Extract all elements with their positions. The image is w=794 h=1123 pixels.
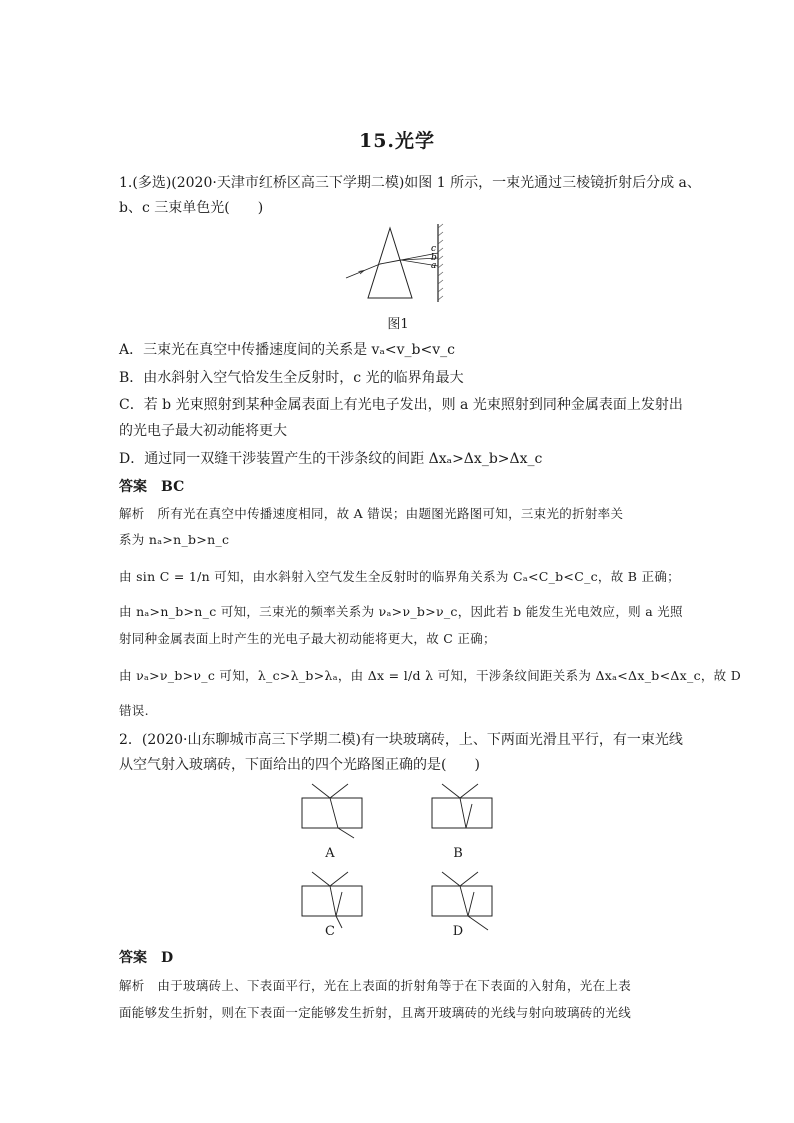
q2-explanation-line1: 解析 由于玻璃砖上、下表面平行，光在上表面的折射角等于在下表面的入射角，光在上表 [119, 978, 632, 993]
q1-stem-line1: 1.(多选)(2020·天津市红桥区高三下学期二模)如图 1 所示，一束光通过三棱镜折射后分成 a、 [119, 175, 701, 191]
q1-option-c-line2: 的光电子最大初动能将更大 [119, 423, 287, 439]
q1-explanation-line6: 由 νₐ>ν_b>ν_c 可知，λ_c>λ_b>λₐ，由 Δx = l/d λ 可知，干涉条纹间距关系为 Δxₐ<Δx_b<Δx_c，故 D [119, 668, 742, 683]
diagram-label-b: B [453, 846, 463, 861]
q1-option-c-line1: C．若 b 光束照射到某种金属表面上有光电子发出，则 a 光束照射到同种金属表面上发射出 [119, 397, 683, 413]
q1-explanation-line4: 由 nₐ>n_b>n_c 可知，三束光的频率关系为 νₐ>ν_b>ν_c，因此若 b 能发生光电效应，则 a 光照 [119, 604, 683, 619]
q2-stem-line2: 从空气射入玻璃砖，下面给出的四个光路图正确的是( ) [119, 757, 480, 773]
q2-stem-line1: 2．(2020·山东聊城市高三下学期二模)有一块玻璃砖，上、下两面光滑且平行，有一束光线 [119, 732, 683, 748]
q1-explanation-line7: 错误. [119, 703, 149, 718]
q1-explanation-line2: 系为 nₐ>n_b>n_c [119, 532, 230, 547]
ray-label-a: a [431, 261, 437, 271]
diagram-label-c: C [325, 924, 335, 939]
q1-explanation-line3: 由 sin C = 1/n 可知，由水斜射入空气发生全反射时的临界角关系为 Cₐ<C_b<C_c，故 B 正确； [119, 569, 680, 584]
q1-explanation-line1: 解析 所有光在真空中传播速度相同，故 A 错误；由题图光路图可知，三束光的折射率关 [119, 506, 624, 521]
q1-option-a: A．三束光在真空中传播速度间的关系是 vₐ<v_b<v_c [119, 342, 455, 358]
page-title: 15.光学 [358, 130, 436, 152]
diagram-label-a: A [325, 846, 335, 861]
q1-explanation-line5: 射同种金属表面上时产生的光电子最大初动能将更大，故 C 正确； [119, 631, 496, 646]
diagram-b [426, 778, 498, 840]
diagram-label-d: D [452, 924, 464, 939]
q2-answer: 答案 D [119, 950, 174, 966]
ray-label-c: c [431, 244, 437, 254]
q1-stem-line2: b、c 三束单色光( ) [119, 200, 264, 216]
q1-option-d: D．通过同一双缝干涉装置产生的干涉条纹的间距 Δxₐ>Δx_b>Δx_c [119, 451, 543, 467]
q1-option-b: B．由水斜射入空气恰发生全反射时，c 光的临界角最大 [119, 370, 464, 386]
q1-answer: 答案 BC [119, 479, 185, 495]
ray-label-b: b [431, 253, 437, 263]
diagram-a [296, 778, 368, 840]
q2-explanation-line2: 面能够发生折射，则在下表面一定能够发生折射，且离开玻璃砖的光线与射向玻璃砖的光线 [119, 1005, 632, 1020]
prism-figure [340, 222, 470, 304]
figure-caption: 图1 [387, 317, 409, 332]
